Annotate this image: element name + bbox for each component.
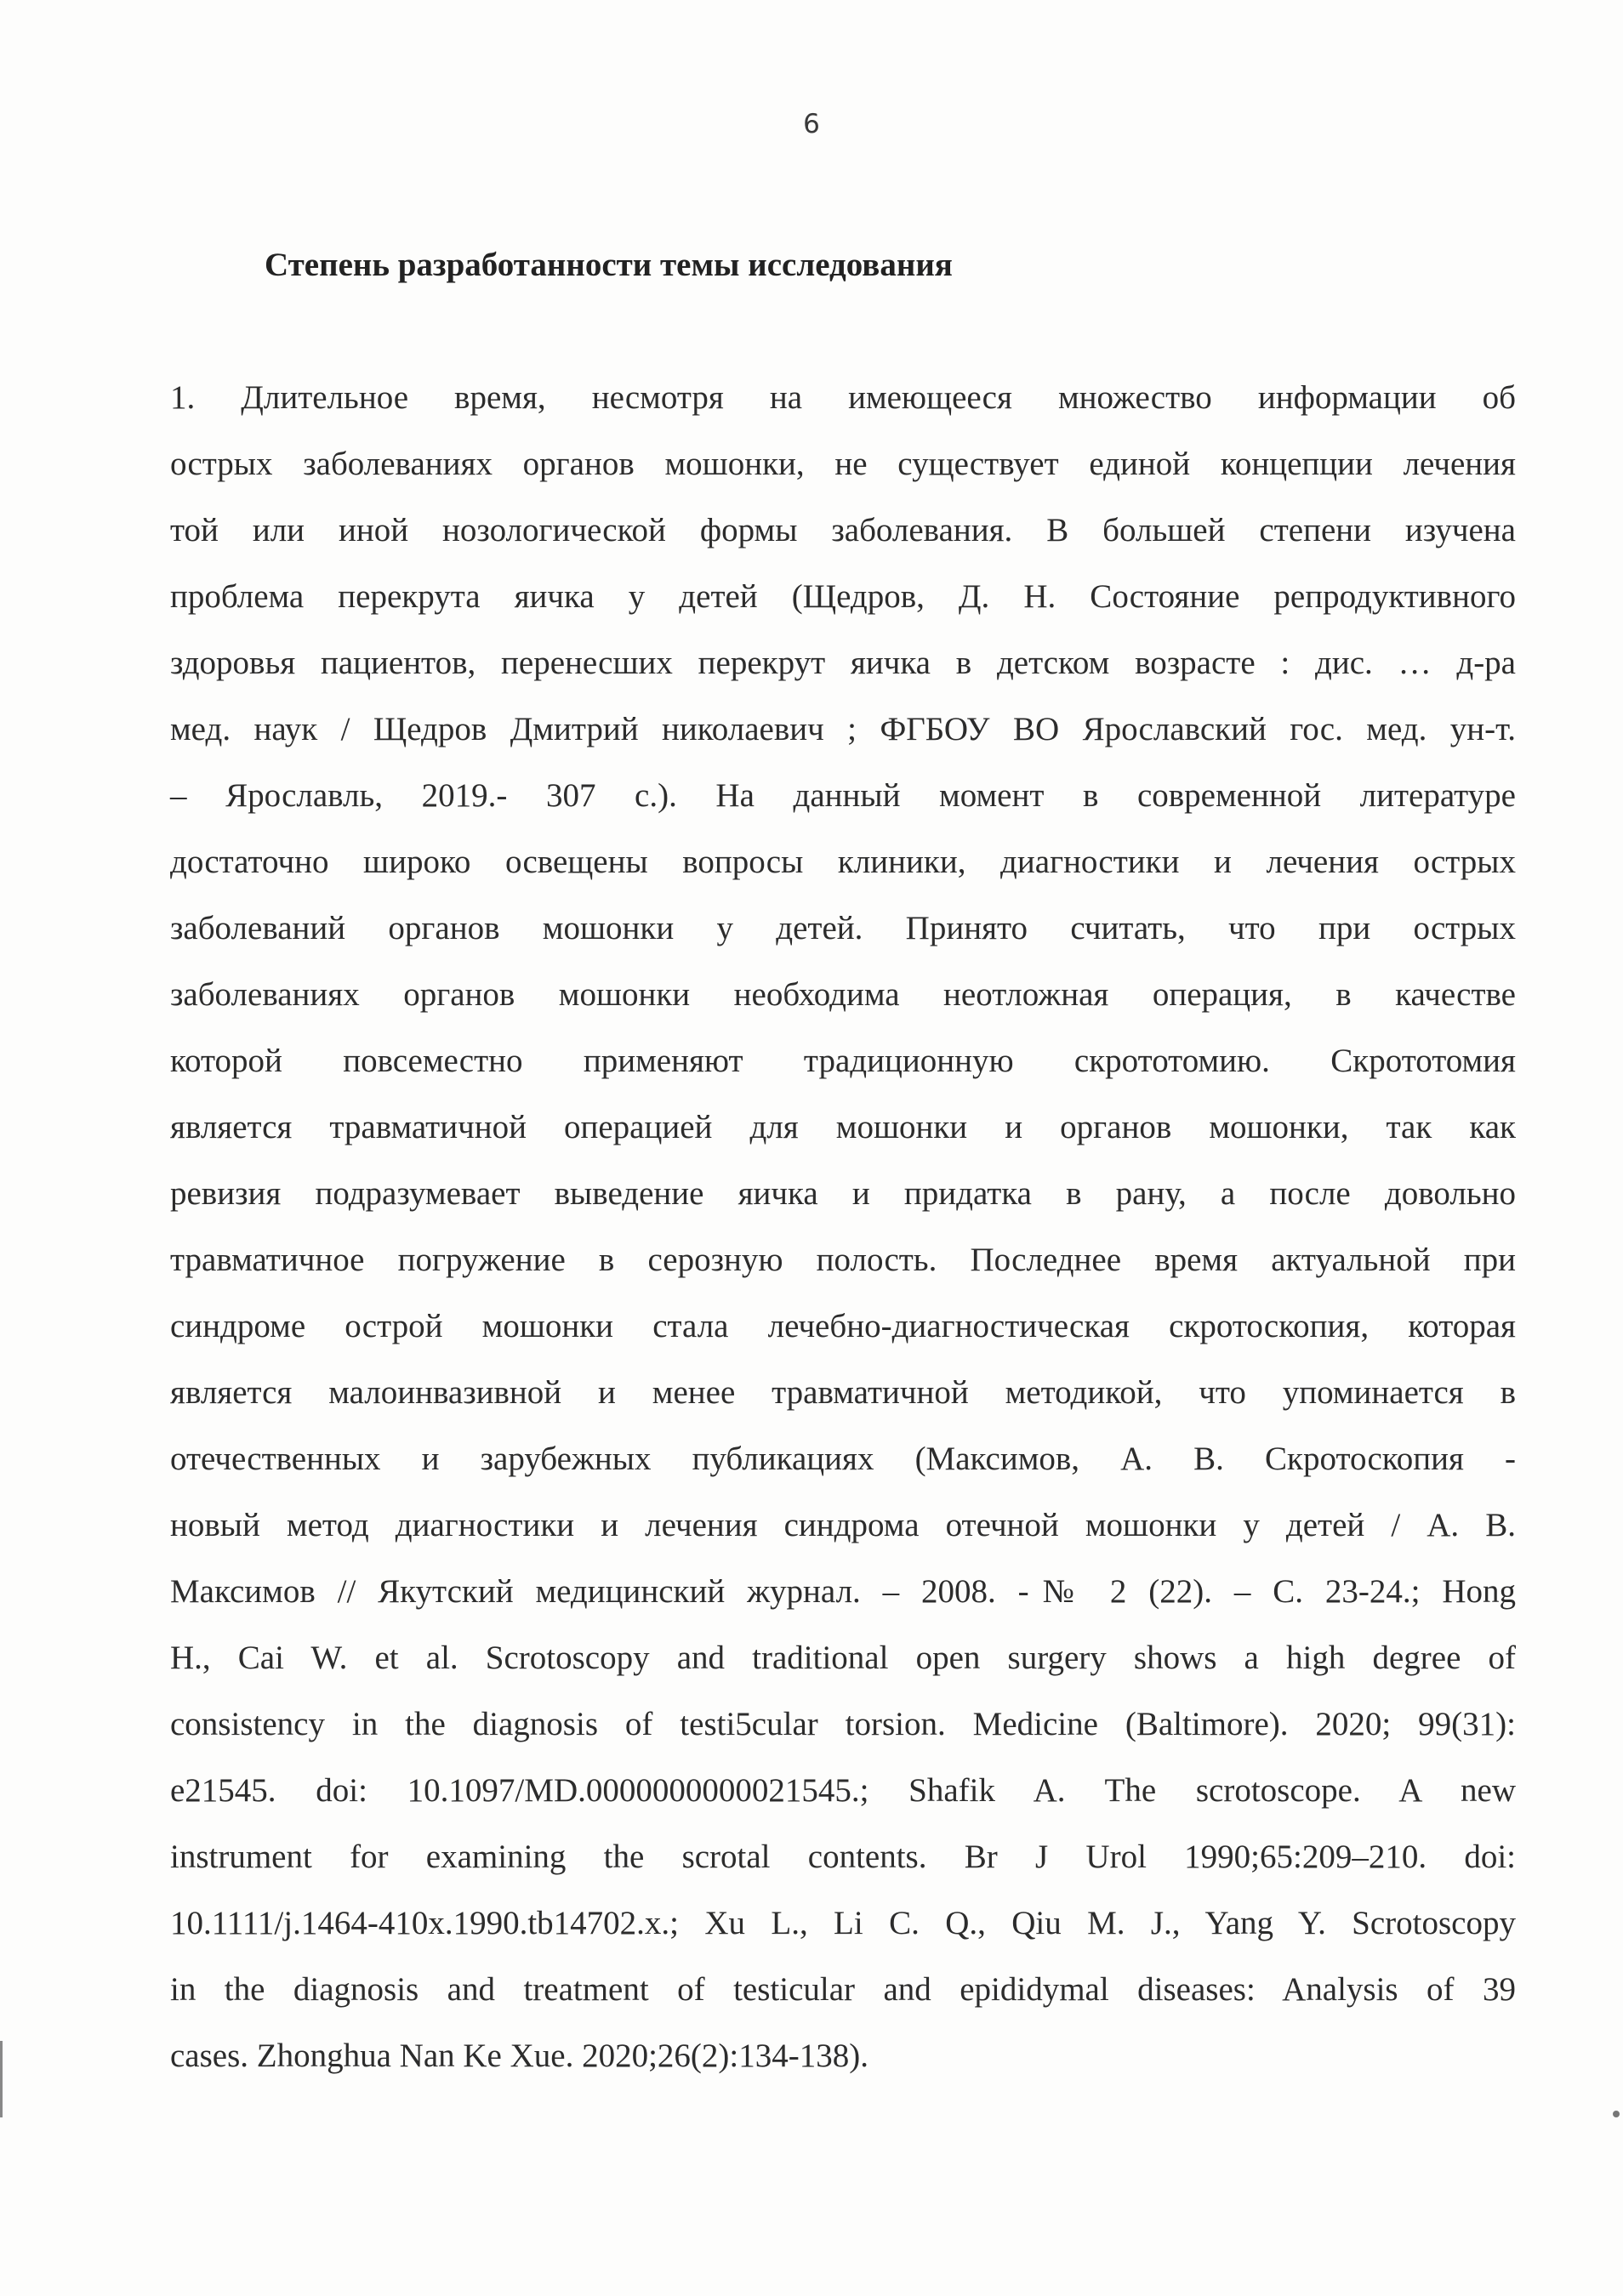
body-paragraph [170, 365, 1516, 2089]
text-line: которой повсеместно применяют традиционную скрототомию. Скрототомия [170, 1043, 1516, 1079]
text-line: является травматичной операцией для мошонки и органов мошонки, так как [170, 1109, 1516, 1145]
text-line: 10.1111/j.1464-410x.1990.tb14702.x.; Xu L., Li C. Q., Qiu M. J., Yang Y. Scrotoscopy [170, 1905, 1516, 1941]
scan-edge-mark [0, 2041, 3, 2117]
section-heading: Степень разработанности темы исследования [265, 247, 953, 283]
scan-speck [1613, 2111, 1620, 2117]
text-line: 1. Длительное время, несмотря на имеющееся множество информации об [170, 379, 1516, 416]
text-line: той или иной нозологической формы заболевания. В большей степени изучена [170, 512, 1516, 548]
text-line: новый метод диагностики и лечения синдрома отечной мошонки у детей / А. В. [170, 1507, 1516, 1543]
text-line: мед. наук / Щедров Дмитрий николаевич ; ФГБОУ ВО Ярославский гос. мед. ун-т. [170, 711, 1516, 747]
text-line: ревизия подразумевает выведение яичка и придатка в рану, а после довольно [170, 1175, 1516, 1212]
text-line: травматичное погружение в серозную полость. Последнее время актуальной при [170, 1242, 1516, 1278]
text-line: отечественных и зарубежных публикациях (Максимов, А. В. Скротоскопия - [170, 1441, 1516, 1477]
text-line: является малоинвазивной и менее травматичной методикой, что упоминается в [170, 1374, 1516, 1411]
text-line: заболеваний органов мошонки у детей. Принято считать, что при острых [170, 910, 1516, 946]
text-line-last: cases. Zhonghua Nan Ke Xue. 2020;26(2):134-138). [170, 2037, 868, 2074]
text-line: синдроме острой мошонки стала лечебно-диагностическая скротоскопия, которая [170, 1308, 1516, 1344]
text-line: заболеваниях органов мошонки необходима неотложная операция, в качестве [170, 976, 1516, 1013]
text-line: здоровья пациентов, перенесших перекрут яичка в детском возрасте : дис. … д-ра [170, 645, 1516, 681]
page-number: 6 [803, 109, 820, 139]
text-line: instrument for examining the scrotal contents. Br J Urol 1990;65:209–210. doi: [170, 1839, 1516, 1875]
text-line: Максимов // Якутский медицинский журнал. – 2008. -№ 2 (22). – С. 23-24.; Hong [170, 1573, 1516, 1610]
text-line: H., Cai W. et al. Scrotoscopy and traditional open surgery shows a high degree of [170, 1640, 1516, 1676]
text-line: достаточно широко освещены вопросы клиники, диагностики и лечения острых [170, 844, 1516, 880]
text-line: in the diagnosis and treatment of testicular and epididymal diseases: Analysis of 39 [170, 1971, 1516, 2008]
text-line: e21545. doi: 10.1097/MD.0000000000021545.; Shafik A. The scrotoscope. A new [170, 1772, 1516, 1809]
text-line: – Ярославль, 2019.- 307 с.). На данный момент в современной литературе [170, 777, 1516, 814]
text-line: consistency in the diagnosis of testi5cular torsion. Medicine (Baltimore). 2020; 99(31): [170, 1706, 1516, 1742]
text-line: острых заболеваниях органов мошонки, не существует единой концепции лечения [170, 446, 1516, 482]
text-line: проблема перекрута яичка у детей (Щедров, Д. Н. Состояние репродуктивного [170, 578, 1516, 615]
